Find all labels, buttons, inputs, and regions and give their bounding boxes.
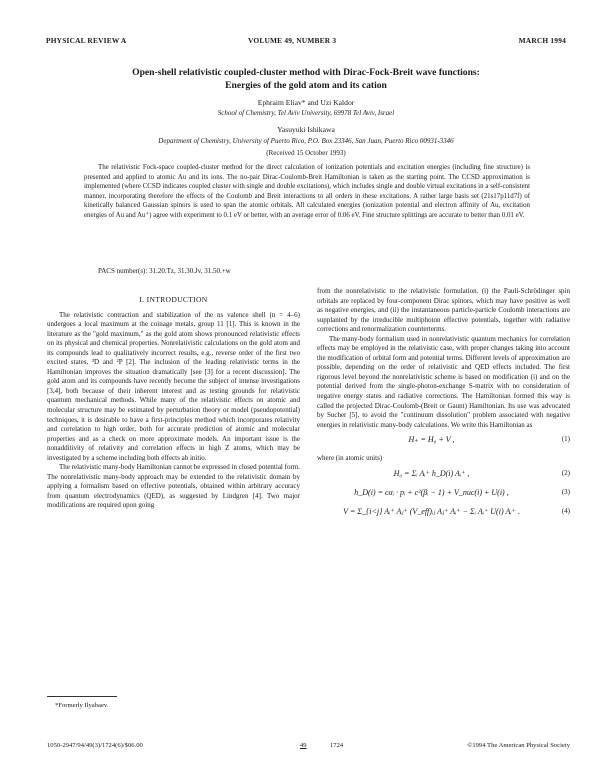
title-line-2: Energies of the gold atom and its cation bbox=[225, 80, 387, 91]
received-date: (Received 15 October 1993) bbox=[266, 149, 346, 157]
equation-2 bbox=[317, 469, 570, 483]
journal-name: PHYSICAL REVIEW A bbox=[46, 36, 127, 45]
issue-date: MARCH 1994 bbox=[518, 36, 566, 45]
title-line-1: Open-shell relativistic coupled-cluster method with Dirac-Fock-Breit wave functions: bbox=[132, 67, 480, 78]
paper-title bbox=[40, 66, 572, 92]
authors-1: Ephraim Eliav* and Uzi Kaldor bbox=[257, 98, 355, 107]
right-paragraph-1: from the nonrelativistic to the relativistic formulation. (i) the Pauli-Schrödinger spin orbitals are replaced by four-component Dirac spinors, which may have positive as well as negative energies, and (ii) the instantaneous particle-particle Coulomb interactions are supplanted by the irreducible multiphoton effective potentials, together with radiative corrections and renormalization counterterms. bbox=[317, 287, 570, 334]
equation-3 bbox=[317, 488, 570, 502]
affiliation-2: Department of Chemistry, University of Puerto Rico, P.O. Box 23346, San Juan, Puerto Rico 00931-3346 bbox=[158, 137, 454, 145]
left-column bbox=[47, 287, 300, 511]
equation-1 bbox=[317, 435, 570, 449]
affiliation-1: School of Chemistry, Tel Aviv University, 69978 Tel Aviv, Israel bbox=[217, 109, 395, 117]
right-column bbox=[317, 287, 570, 526]
equation-1-number: (1) bbox=[561, 435, 570, 444]
equation-4-body: V = Σ_{i<j} Aᵢ⁺ Aⱼ⁺ (V_eff)ᵢⱼ Aⱼ⁺ Aᵢ⁺ − Σᵢ Aᵢ⁺ U(i) Aᵢ⁺ . bbox=[343, 506, 520, 516]
footnote-rule bbox=[47, 696, 117, 697]
equation-4-number: (4) bbox=[561, 506, 570, 515]
page-number: 1724 bbox=[330, 742, 344, 749]
volume-number: VOLUME 49, NUMBER 3 bbox=[248, 36, 337, 45]
article-code: 1050-2947/94/49(3)/1724(6)/$06.00 bbox=[47, 742, 143, 749]
equation-2-body: H₀ = Σᵢ Aᵢ⁺ h_D(i) Aᵢ⁺ , bbox=[393, 468, 470, 478]
equation-1-body: H₊ = H₀ + V , bbox=[408, 435, 455, 445]
equation-3-body: h_D(i) = cαᵢ · pᵢ + c²(βᵢ − 1) + V_nuc(i) + U(i) , bbox=[354, 487, 509, 497]
section-heading: I. INTRODUCTION bbox=[139, 295, 208, 304]
footnote: *Formerly Ilyabaev. bbox=[55, 702, 109, 709]
intro-paragraph-2: The relativistic many-body Hamiltonian cannot be expressed in closed potential form. The nonrelativistic many-body approach may be extended to the relativistic domain by applying a formalism based on effective potentials, obtained within arbitrary accuracy from quantum electrodynamics (QED), as suggested by Lindgren [4]. Two major modifications are required upon going bbox=[47, 463, 300, 510]
pacs-numbers: PACS number(s): 31.20.Tz, 31.30.Jv, 31.50.+w bbox=[98, 267, 231, 275]
where-text: where (in atomic units) bbox=[317, 454, 383, 463]
equation-3-number: (3) bbox=[561, 487, 570, 496]
footer-volume: 49 bbox=[300, 742, 307, 749]
abstract: The relativistic Fock-space coupled-cluster method for the direct calculation of ionization potentials and excitation energies (including fine structure) is presented and applied to atomic Au and its ions. The no-pair Dirac-Coulomb-Breit Hamiltonian is taken as the starting point. The CCSD approximation is implemented (where CCSD indicates coupled cluster with single and double excitations), which includes single and double virtual excitations in a self-consistent manner, incorporating therefore the effects of the Coulomb and Breit interactions to all orders in these excitations. A rather large basis set (21s17p11d7f) of kinetically balanced Gaussian spinors is used to span the atomic orbitals. All calculated energies (ionization potential and electron affinity of Au, excitation energies of Au and Au⁺) agree with experiment to 0.1 eV or better, with an average error of 0.06 eV. Fine structure splittings are accurate to better than 0.01 eV. bbox=[84, 164, 530, 219]
equation-2-number: (2) bbox=[561, 468, 570, 477]
intro-paragraph-1: The relativistic contraction and stabilization of the ns valence shell (n = 4–6) undergoes a local maximum at the coinage metals, group 11 [1]. This is known in the literature as the "gold maximum," as the gold atom shows pronounced relativistic effects on its physical and chemical properties. Nonrelativistic calculations on the gold atom and its compounds lead to qualitatively incorrect results, e.g., reverse order of the first two excited states, ²D and ²P [2]. The inclusion of the leading relativistic terms in the Hamiltonian improves the situation dramatically [see [3] for a recent discussion]. The gold atom and its compounds have recently become the subject of intense investigations [3,4], both because of their inherent interest and as testing grounds for relativistic quantum mechanical methods. While many of the relativistic effects on atomic and molecular structure may be estimated by perturbation theory or model (pseudopotential) techniques, it is desirable to have a first-principles method which incorporates relativity and correlation to high order, both for accurate prediction of atomic and molecular properties and as a check on more approximate models. An important issue is the nonadditivity of relativity and correlation effects in high Z atoms, which may be investigated by a scheme including both effects ab initio. bbox=[47, 310, 300, 462]
authors-2: Yasuyuki Ishikawa bbox=[277, 125, 335, 134]
right-paragraph-2: The many-body formalism used in nonrelativistic quantum mechanics for correlation effects may be employed in the relativistic case, with proper changes taking into account the modification of orbital form and potential terms. Different levels of approximation are possible, depending on the order of relativistic and QED effects included. The first rigorous level beyond the nonrelativistic scheme is based on modification (i) and on the potential derived from the single-photon-exchange S-matrix with no consideration of negative energy states and radiative corrections. The Hamiltonian formed this way is called the projected Dirac-Coulomb-(Breit or Gaunt) Hamiltonian. Its use was advocated by Sucher [5], to avoid the "continuum dissolution" problem associated with negative energies in relativistic many-body calculations. We write this Hamiltonian as bbox=[317, 334, 570, 429]
copyright: ©1994 The American Physical Society bbox=[467, 742, 570, 749]
equation-4 bbox=[317, 507, 570, 521]
